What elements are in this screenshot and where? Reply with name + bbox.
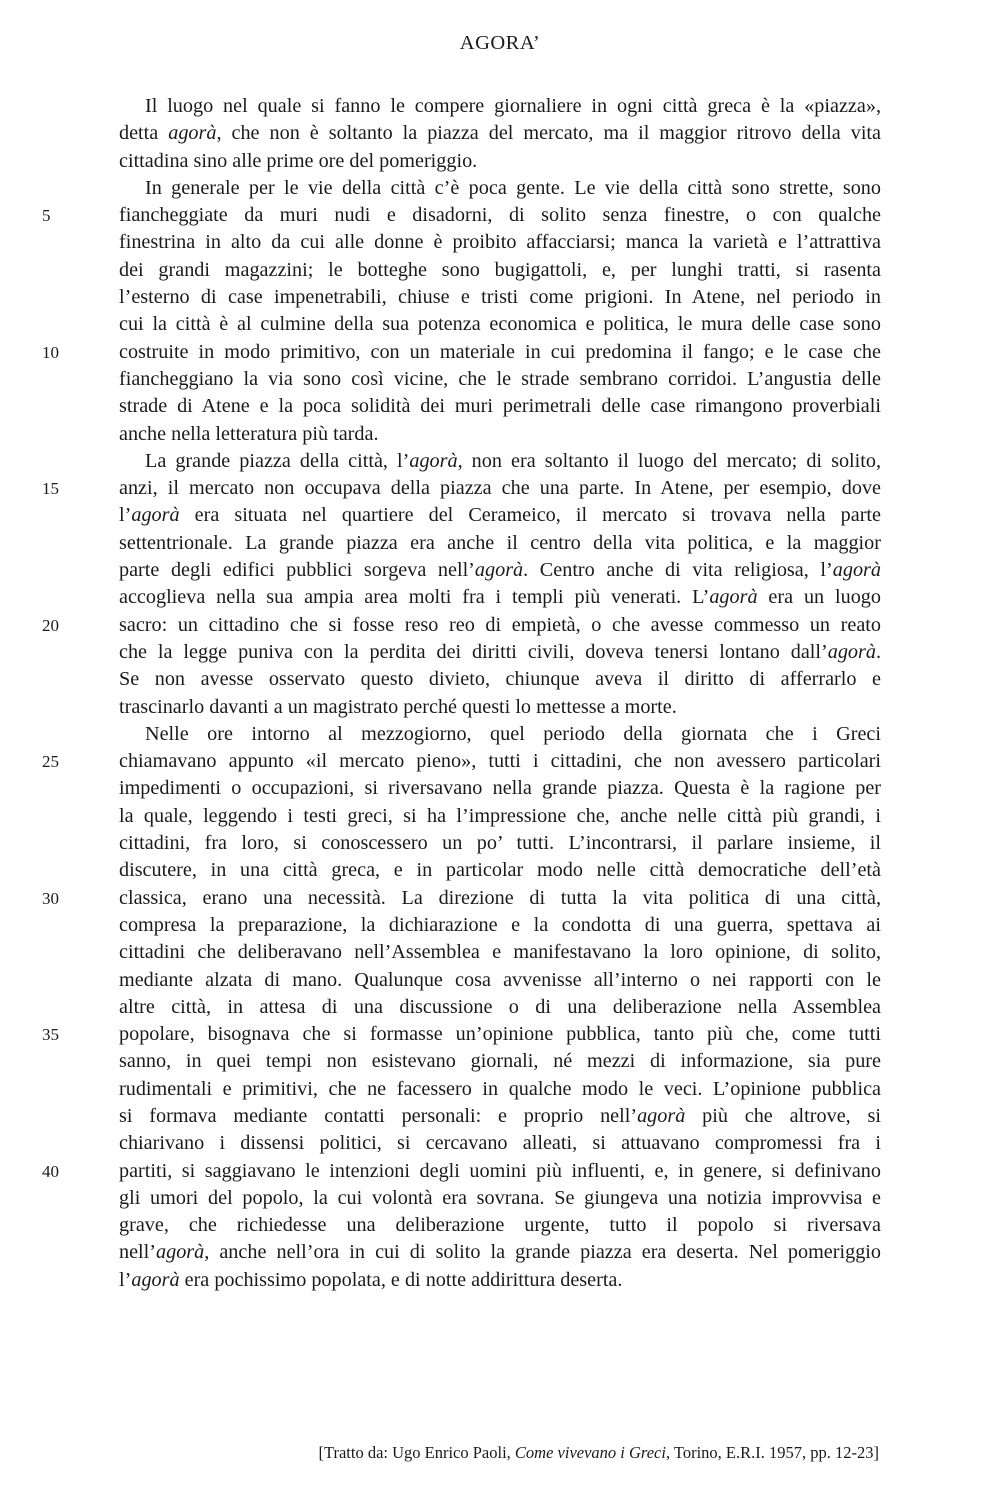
text-segment: chiamavano appunto «il mercato pieno», tutti i cittadini, che non avessero particolari bbox=[119, 750, 881, 773]
line-number: 35 bbox=[42, 1025, 59, 1045]
text-line bbox=[0, 448, 1000, 475]
line-text bbox=[145, 448, 881, 475]
line-text bbox=[119, 120, 881, 147]
text-segment: fiancheggiano la via sono così vicine, che le strade sembrano corridoi. L’angustia delle bbox=[119, 367, 881, 390]
text-segment: compresa la preparazione, la dichiarazione e la condotta di una guerra, spettava ai bbox=[119, 913, 881, 936]
text-line bbox=[0, 967, 1000, 994]
text-line bbox=[0, 994, 1000, 1021]
line-number: 5 bbox=[42, 206, 51, 226]
line-text bbox=[119, 229, 881, 256]
text-line bbox=[0, 393, 1000, 420]
text-line bbox=[0, 1021, 1000, 1048]
line-text bbox=[119, 803, 881, 830]
line-text bbox=[119, 1158, 881, 1185]
line-text bbox=[145, 175, 881, 202]
text-line bbox=[0, 748, 1000, 775]
text-line bbox=[0, 148, 1000, 175]
text-line bbox=[0, 612, 1000, 639]
line-text bbox=[119, 748, 881, 775]
line-text bbox=[119, 1185, 881, 1212]
text-segment: classica, erano una necessità. La direzione di tutta la vita politica di una città, bbox=[119, 886, 881, 909]
text-line bbox=[0, 803, 1000, 830]
line-text bbox=[119, 1130, 881, 1157]
text-line bbox=[0, 694, 1000, 721]
text-line bbox=[0, 1048, 1000, 1075]
line-text bbox=[119, 885, 881, 912]
line-text bbox=[119, 1239, 881, 1266]
text-line bbox=[0, 1158, 1000, 1185]
text-segment: fiancheggiate da muri nudi e disadorni, di solito senza finestre, o con qualche bbox=[119, 204, 881, 227]
text-segment: finestrina in alto da cui alle donne è proibito affacciarsi; manca la varietà e l’attrattiva bbox=[119, 231, 881, 254]
text-segment: cittadini che deliberavano nell’Assemblea e manifestavano la loro opinione, di solito, bbox=[119, 941, 881, 964]
text-segment: grave, che richiedesse una deliberazione urgente, tutto il popolo si riversava bbox=[119, 1214, 881, 1237]
italic-term: agorà bbox=[709, 586, 758, 609]
text-segment: parte degli edifici pubblici sorgeva nell’ bbox=[119, 559, 475, 582]
italic-term: agorà bbox=[832, 559, 881, 582]
line-number: 20 bbox=[42, 615, 59, 635]
text-segment: sacro: un cittadino che si fosse reso reo di empietà, o che avesse commesso un reato bbox=[119, 613, 881, 636]
text-segment: si formava mediante contatti personali: e proprio nell’ bbox=[119, 1104, 638, 1127]
line-text bbox=[119, 502, 881, 529]
text-segment: . Centro anche di vita religiosa, l’ bbox=[523, 559, 833, 582]
text-line bbox=[0, 475, 1000, 502]
line-number: 25 bbox=[42, 752, 59, 772]
line-text bbox=[119, 775, 881, 802]
text-line bbox=[0, 421, 1000, 448]
line-text bbox=[119, 939, 881, 966]
source-prefix: [Tratto da: Ugo Enrico Paoli, bbox=[318, 1443, 515, 1462]
text-line bbox=[0, 202, 1000, 229]
line-text bbox=[119, 912, 881, 939]
line-text bbox=[119, 1267, 881, 1294]
text-segment: trascinarlo davanti a un magistrato perché questi lo mettesse a morte. bbox=[119, 695, 677, 718]
text-line bbox=[0, 502, 1000, 529]
text-line bbox=[0, 1185, 1000, 1212]
text-segment: anzi, il mercato non occupava della piazza che una parte. In Atene, per esempio, dove bbox=[119, 477, 881, 500]
line-text bbox=[119, 857, 881, 884]
page-title: AGORA’ bbox=[459, 32, 541, 54]
text-segment: . bbox=[875, 640, 881, 663]
text-line bbox=[0, 120, 1000, 147]
text-segment: cittadina sino alle prime ore del pomeriggio. bbox=[119, 149, 478, 172]
italic-term: agorà bbox=[827, 640, 876, 663]
line-text bbox=[119, 830, 881, 857]
line-text bbox=[145, 721, 881, 748]
text-line bbox=[0, 857, 1000, 884]
text-line bbox=[0, 257, 1000, 284]
text-segment: rudimentali e primitivi, che ne facessero in qualche modo le veci. L’opinione pubblica bbox=[119, 1077, 881, 1100]
text-line bbox=[0, 721, 1000, 748]
line-text bbox=[119, 967, 881, 994]
text-segment: chiarivano i dissensi politici, si cercavano alleati, si attuavano compromessi fra i bbox=[119, 1132, 881, 1155]
line-text bbox=[119, 257, 881, 284]
line-text bbox=[119, 557, 881, 584]
text-line bbox=[0, 1130, 1000, 1157]
text-line bbox=[0, 229, 1000, 256]
line-text bbox=[119, 530, 881, 557]
line-number: 10 bbox=[42, 342, 59, 362]
line-text bbox=[119, 339, 881, 366]
text-line bbox=[0, 1239, 1000, 1266]
document-body bbox=[0, 93, 1000, 1294]
line-number: 30 bbox=[42, 888, 59, 908]
text-line bbox=[0, 666, 1000, 693]
text-segment: l’ bbox=[119, 1268, 132, 1291]
text-line bbox=[0, 557, 1000, 584]
text-line bbox=[0, 1103, 1000, 1130]
text-segment: era un luogo bbox=[757, 586, 881, 609]
line-text bbox=[119, 311, 881, 338]
text-segment: gli umori del popolo, la cui volontà era sovrana. Se giungeva una notizia improvvisa e bbox=[119, 1186, 881, 1209]
text-line bbox=[0, 775, 1000, 802]
line-text bbox=[119, 612, 881, 639]
line-text bbox=[119, 994, 881, 1021]
line-text bbox=[119, 1212, 881, 1239]
text-line bbox=[0, 1212, 1000, 1239]
text-segment: altre città, in attesa di una discussione o di una deliberazione nella Assemblea bbox=[119, 995, 881, 1018]
line-text bbox=[119, 366, 881, 393]
text-line bbox=[0, 912, 1000, 939]
line-text bbox=[119, 148, 881, 175]
line-text bbox=[119, 202, 881, 229]
text-segment: anche nella letteratura più tarda. bbox=[119, 422, 379, 445]
italic-term: agorà bbox=[637, 1104, 686, 1127]
text-segment: impedimenti o occupazioni, si riversavano nella grande piazza. Questa è la ragione per bbox=[119, 777, 881, 800]
line-text bbox=[119, 1048, 881, 1075]
line-text bbox=[145, 93, 881, 120]
line-text bbox=[119, 1103, 881, 1130]
text-line bbox=[0, 175, 1000, 202]
text-segment: costruite in modo primitivo, con un materiale in cui predomina il fango; e le case che bbox=[119, 340, 881, 363]
text-segment: più che altrove, si bbox=[685, 1104, 881, 1127]
text-segment: discutere, in una città greca, e in particolar modo nelle città democratiche dell’età bbox=[119, 859, 881, 882]
source-suffix: , Torino, E.R.I. 1957, pp. 12-23] bbox=[665, 1443, 879, 1462]
text-segment: detta bbox=[119, 122, 169, 145]
text-segment: la quale, leggendo i testi greci, si ha l’impressione che, anche nelle città più grandi, i bbox=[119, 804, 881, 827]
text-segment: partiti, si saggiavano le intenzioni degli uomini più influenti, e, in genere, si definivano bbox=[119, 1159, 881, 1182]
text-line bbox=[0, 1267, 1000, 1294]
italic-term: agorà bbox=[131, 1268, 180, 1291]
text-line bbox=[0, 366, 1000, 393]
text-line bbox=[0, 639, 1000, 666]
text-segment: popolare, bisognava che si formasse un’opinione pubblica, tanto più che, come tutti bbox=[119, 1023, 881, 1046]
text-segment: , anche nell’ora in cui di solito la grande piazza era deserta. Nel pomeriggio bbox=[204, 1241, 881, 1264]
text-segment: settentrionale. La grande piazza era anche il centro della vita politica, e la maggior bbox=[119, 531, 881, 554]
text-segment: nell’ bbox=[119, 1241, 156, 1264]
text-line bbox=[0, 1076, 1000, 1103]
text-segment: strade di Atene e la poca solidità dei muri perimetrali delle case rimangono proverbiali bbox=[119, 395, 881, 418]
text-segment: cittadini, fra loro, si conoscessero un po’ tutti. L’incontrarsi, il parlare insieme, il bbox=[119, 832, 881, 855]
line-number: 40 bbox=[42, 1161, 59, 1181]
line-text bbox=[119, 1076, 881, 1103]
text-segment: La grande piazza della città, l’ bbox=[145, 449, 410, 472]
text-segment: Nelle ore intorno al mezzogiorno, quel periodo della giornata che i Greci bbox=[145, 722, 881, 745]
line-text bbox=[119, 1021, 881, 1048]
text-segment: l’esterno di case impenetrabili, chiuse e tristi come prigioni. In Atene, nel periodo in bbox=[119, 286, 881, 309]
text-segment: era pochissimo popolata, e di notte addirittura deserta. bbox=[179, 1268, 623, 1291]
line-text bbox=[119, 694, 881, 721]
text-line bbox=[0, 939, 1000, 966]
text-segment: era situata nel quartiere del Cerameico, il mercato si trovava nella parte bbox=[179, 504, 881, 527]
text-line bbox=[0, 284, 1000, 311]
line-text bbox=[119, 639, 881, 666]
italic-term: agorà bbox=[168, 122, 217, 145]
italic-term: agorà bbox=[474, 559, 524, 582]
text-segment: , non era soltanto il luogo del mercato; di solito, bbox=[457, 449, 882, 472]
text-segment: Se non avesse osservato questo divieto, chiunque aveva il diritto di afferrarlo e bbox=[119, 668, 881, 691]
text-segment: dei grandi magazzini; le botteghe sono bugigattoli, e, per lunghi tratti, si rasenta bbox=[119, 258, 881, 281]
text-line bbox=[0, 530, 1000, 557]
text-segment: che la legge puniva con la perdita dei diritti civili, doveva tenersi lontano dall’ bbox=[119, 640, 828, 663]
line-text bbox=[119, 284, 881, 311]
line-text bbox=[119, 421, 881, 448]
text-segment: sanno, in quei tempi non esistevano giornali, né mezzi di informazione, sia pure bbox=[119, 1050, 881, 1073]
text-segment: , che non è soltanto la piazza del mercato, ma il maggior ritrovo della vita bbox=[216, 122, 881, 145]
line-text bbox=[119, 666, 881, 693]
source-book-title: Come vivevano i Greci bbox=[514, 1443, 666, 1462]
line-text bbox=[119, 475, 881, 502]
text-line bbox=[0, 339, 1000, 366]
text-segment: cui la città è al culmine della sua potenza economica e politica, le mura delle case sono bbox=[119, 313, 881, 336]
text-line bbox=[0, 311, 1000, 338]
line-text bbox=[119, 584, 881, 611]
text-segment: Il luogo nel quale si fanno le compere giornaliere in ogni città greca è la «piazza», bbox=[145, 95, 881, 117]
text-segment: l’ bbox=[119, 504, 132, 527]
italic-term: agorà bbox=[409, 449, 458, 472]
text-segment: In generale per le vie della città c’è poca gente. Le vie della città sono strette, sono bbox=[145, 176, 881, 199]
italic-term: agorà bbox=[156, 1241, 205, 1264]
line-text bbox=[119, 393, 881, 420]
text-line bbox=[0, 885, 1000, 912]
text-line bbox=[0, 93, 1000, 120]
text-line bbox=[0, 830, 1000, 857]
italic-term: agorà bbox=[131, 504, 180, 527]
text-segment: accoglieva nella sua ampia area molti fra i templi più venerati. L’ bbox=[119, 586, 710, 609]
line-number: 15 bbox=[42, 479, 59, 499]
text-line bbox=[0, 584, 1000, 611]
source-citation bbox=[318, 1443, 879, 1463]
text-segment: mediante alzata di mano. Qualunque cosa avvenisse all’interno o nei rapporti con le bbox=[119, 968, 881, 991]
